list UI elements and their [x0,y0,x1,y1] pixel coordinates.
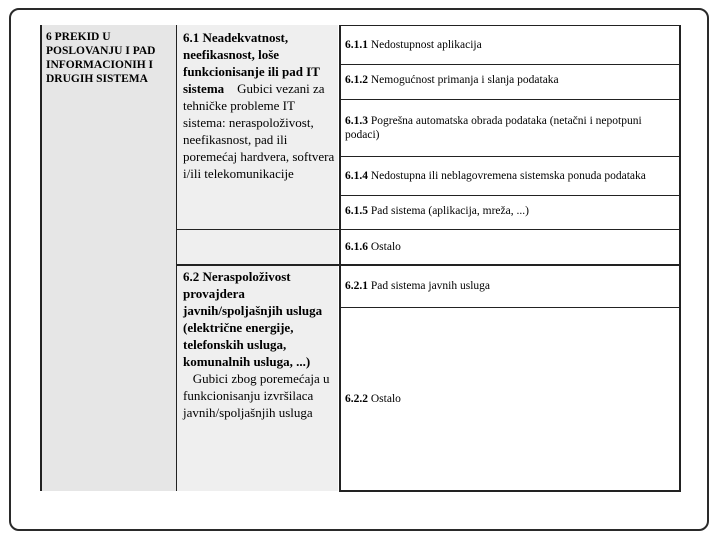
subcategory-title: 6.2 Neraspoloživost provajdera javnih/spoljašnjih usluga (električne energije, telefonskih usluga, komunalnih usluga, ...) [183,269,323,369]
section-divider [176,264,681,266]
subcategory-description: Gubici zbog poremećaja u funkcionisanju izvršilaca javnih/spoljašnjih usluga [183,371,330,420]
list-item: 6.2.1 Pad sistema javnih usluga [345,280,491,292]
row-divider [339,99,681,100]
subcategory-title: 6.1 Neadekvatnost, neefikasnost, loše funkcionisanje ili pad IT sistema [183,30,320,96]
row-divider [339,307,681,308]
subcategory-description: Gubici vezani za tehničke probleme IT sistema: neraspoloživost, neefikasnost, pad ili poremećaj hardvera, softvera i/ili telekomunikacije [183,81,335,181]
list-item: 6.1.6 Ostalo [345,241,401,253]
row-divider [339,64,681,65]
list-item: 6.1.3 Pogrešna automatska obrada podataka (netačni i nepotpuni podaci) [345,115,642,141]
list-item: 6.2.2 Ostalo [345,393,401,405]
row-divider [176,229,681,230]
subcategory-6-2 [183,268,335,421]
list-item: 6.1.4 Nedostupna ili neblagovremena sistemska ponuda podataka [345,170,646,182]
category-column [40,25,176,491]
list-item: 6.1.5 Pad sistema (aplikacija, mreža, ...) [345,205,529,217]
row-divider [339,156,681,157]
row-divider [339,195,681,196]
category-title: 6 PREKID U POSLOVANJU I PAD INFORMACIONIH I DRUGIH SISTEMA [46,31,156,85]
list-item: 6.1.1 Nedostupnost aplikacija [345,39,482,51]
subcategory-6-1 [183,29,335,182]
items-column [339,25,681,492]
list-item: 6.1.2 Nemogućnost primanja i slanja podataka [345,74,559,86]
